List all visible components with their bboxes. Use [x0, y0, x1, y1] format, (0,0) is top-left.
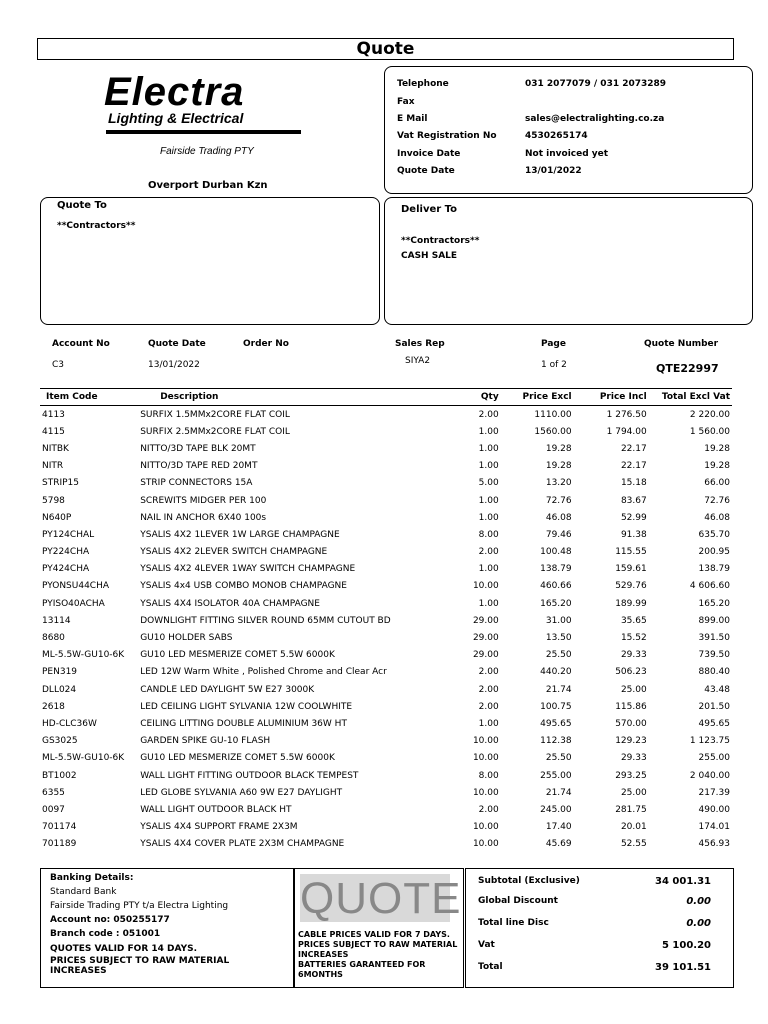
cell-item-code: 0097: [42, 804, 65, 815]
cell-item-code: ML-5.5W-GU10-6K: [42, 650, 125, 661]
cell-price-excl: 1110.00: [534, 409, 572, 420]
totals-box: [465, 868, 734, 988]
quote-to-name: **Contractors**: [57, 221, 136, 231]
cell-price-incl: 293.25: [615, 770, 647, 781]
cell-price-excl: 31.00: [545, 615, 572, 626]
cell-description: GU10 LED MESMERIZE COMET 5.5W 6000K: [140, 753, 335, 764]
cell-price-excl: 138.79: [540, 564, 572, 575]
cell-description: LED CEILING LIGHT SYLVANIA 12W COOLWHITE: [140, 701, 353, 712]
cell-description: NITTO/3D TAPE BLK 20MT: [140, 443, 256, 454]
cell-price-excl: 440.20: [540, 667, 572, 678]
info-quote-date-value: 13/01/2022: [525, 166, 582, 176]
cell-description: CEILING LITTING DOUBLE ALUMINIUM 36W HT: [140, 718, 347, 729]
cell-item-code: 701174: [42, 822, 77, 833]
cell-total-excl: 899.00: [698, 615, 730, 626]
table-row: [40, 819, 732, 836]
cell-item-code: PEN319: [42, 667, 78, 678]
cell-total-excl: 2 040.00: [689, 770, 730, 781]
cell-price-incl: 52.99: [620, 512, 647, 523]
cell-price-incl: 189.99: [615, 598, 647, 609]
account-no-label: Account No: [52, 339, 110, 349]
table-row: [40, 406, 732, 424]
table-row: [40, 440, 732, 457]
quote-number-value: QTE22997: [656, 362, 719, 375]
cell-qty: 10.00: [472, 839, 499, 850]
cell-item-code: STRIP15: [42, 478, 79, 489]
table-row: [40, 578, 732, 595]
table-row: [40, 784, 732, 801]
cell-price-incl: 159.61: [615, 564, 647, 575]
battery-note: BATTERIES GARANTEED FOR 6MONTHS: [298, 960, 426, 979]
table-row: [40, 492, 732, 509]
logo-name: Electra: [104, 70, 245, 114]
telephone-value: 031 2077079 / 031 2073289: [525, 79, 667, 89]
company-logo: [100, 70, 310, 170]
cell-description: YSALIS 4X2 2LEVER SWITCH CHAMPAGNE: [140, 547, 328, 558]
cell-qty: 1.00: [478, 564, 499, 575]
cell-total-excl: 635.70: [698, 529, 730, 540]
total-label: Total: [478, 962, 503, 972]
cell-qty: 5.00: [478, 478, 499, 489]
cell-description: SCREWITS MIDGER PER 100: [140, 495, 267, 506]
table-row: [40, 698, 732, 715]
cell-item-code: 8680: [42, 633, 65, 644]
cell-qty: 1.00: [478, 718, 499, 729]
quote-number-label: Quote Number: [644, 339, 719, 349]
cell-item-code: 701189: [42, 839, 77, 850]
invoice-date-label: Invoice Date: [397, 149, 461, 159]
bank-branch-code: Branch code : 051001: [50, 929, 161, 939]
cable-price-note: CABLE PRICES VALID FOR 7 DAYS.: [298, 930, 450, 939]
cell-item-code: 6355: [42, 787, 65, 798]
page-value: 1 of 2: [541, 360, 567, 370]
cell-item-code: 4115: [42, 426, 65, 437]
table-row: [40, 458, 732, 475]
subtotal-label: Subtotal (Exclusive): [478, 876, 580, 886]
table-row: [40, 647, 732, 664]
cell-item-code: N640P: [42, 512, 72, 523]
cell-description: NAIL IN ANCHOR 6X40 100s: [140, 512, 267, 523]
global-discount-value: 0.00: [686, 896, 711, 907]
cell-description: GARDEN SPIKE GU-10 FLASH: [140, 736, 271, 747]
cell-total-excl: 880.40: [698, 667, 730, 678]
cell-item-code: NITR: [42, 461, 64, 472]
cell-description: STRIP CONNECTORS 15A: [140, 478, 253, 489]
cell-price-excl: 13.20: [545, 478, 572, 489]
table-row: [40, 715, 732, 732]
deliver-to-name: **Contractors**: [401, 236, 480, 246]
cell-price-excl: 245.00: [540, 804, 572, 815]
cell-total-excl: 200.95: [698, 547, 730, 558]
cell-qty: 2.00: [478, 684, 499, 695]
cell-item-code: PY424CHA: [42, 564, 90, 575]
cell-total-excl: 201.50: [698, 701, 730, 712]
cell-price-excl: 72.76: [545, 495, 572, 506]
meta-quote-date-value: 13/01/2022: [148, 360, 200, 370]
cell-price-incl: 15.18: [620, 478, 647, 489]
cell-total-excl: 456.93: [698, 839, 730, 850]
table-row: [40, 629, 732, 646]
cell-qty: 1.00: [478, 426, 499, 437]
cell-price-incl: 281.75: [615, 804, 647, 815]
telephone-label: Telephone: [397, 79, 449, 89]
header-total-excl: Total Excl Vat: [649, 389, 732, 406]
cell-item-code: NITBK: [42, 443, 69, 454]
cell-price-incl: 52.55: [620, 839, 647, 850]
quote-stamp: QUOTE: [300, 874, 462, 923]
cell-price-incl: 15.52: [620, 633, 647, 644]
cell-price-incl: 1 276.50: [606, 409, 647, 420]
subtotal-value: 34 001.31: [655, 876, 711, 887]
cell-price-incl: 20.01: [620, 822, 647, 833]
cell-price-incl: 22.17: [620, 461, 647, 472]
cell-description: DOWNLIGHT FITTING SILVER ROUND 65MM CUTOUT BD: [140, 615, 391, 626]
meta-quote-date-label: Quote Date: [148, 339, 206, 349]
cell-price-incl: 29.33: [620, 650, 647, 661]
quote-validity-note: QUOTES VALID FOR 14 DAYS.: [50, 944, 198, 954]
cell-price-incl: 570.00: [615, 718, 647, 729]
cell-description: YSALIS 4X4 SUPPORT FRAME 2X3M: [140, 822, 298, 833]
cell-description: YSALIS 4X2 4LEVER 1WAY SWITCH CHAMPAGNE: [140, 564, 356, 575]
table-row: [40, 733, 732, 750]
cell-price-excl: 45.69: [545, 839, 572, 850]
cell-price-incl: 91.38: [620, 529, 647, 540]
quote-to-box: [40, 197, 380, 325]
cell-qty: 10.00: [472, 581, 499, 592]
cell-price-excl: 25.50: [545, 650, 572, 661]
cell-total-excl: 46.08: [704, 512, 730, 523]
deliver-to-line2: CASH SALE: [401, 251, 458, 261]
cell-item-code: DLL024: [42, 684, 77, 695]
vat-reg-value: 4530265174: [525, 131, 588, 141]
cell-total-excl: 72.76: [704, 495, 730, 506]
items-table: [40, 388, 732, 853]
cell-total-excl: 165.20: [698, 598, 730, 609]
cell-description: LED 12W Warm White , Polished Chrome and Clear Acr: [140, 667, 387, 678]
cell-price-excl: 495.65: [540, 718, 572, 729]
header-qty: Qty: [441, 389, 500, 406]
cell-price-excl: 100.75: [540, 701, 572, 712]
cell-total-excl: 43.48: [704, 684, 730, 695]
raw-material-note: PRICES SUBJECT TO RAW MATERIAL INCREASES: [298, 940, 458, 959]
cell-qty: 2.00: [478, 547, 499, 558]
cell-price-excl: 255.00: [540, 770, 572, 781]
cell-item-code: ML-5.5W-GU10-6K: [42, 753, 125, 764]
cell-item-code: GS3025: [42, 736, 78, 747]
table-row: [40, 750, 732, 767]
cell-qty: 29.00: [472, 650, 499, 661]
cell-price-incl: 35.65: [620, 615, 647, 626]
vat-label: Vat: [478, 940, 495, 950]
cell-total-excl: 174.01: [698, 822, 730, 833]
cell-qty: 10.00: [472, 753, 499, 764]
table-row: [40, 561, 732, 578]
fax-label: Fax: [397, 97, 415, 107]
deliver-to-box: [384, 197, 753, 325]
table-header-row: [40, 389, 732, 406]
cell-qty: 29.00: [472, 615, 499, 626]
cell-description: YSALIS 4x4 USB COMBO MONOB CHAMPAGNE: [140, 581, 347, 592]
table-row: [40, 475, 732, 492]
cell-price-incl: 29.33: [620, 753, 647, 764]
table-row: [40, 664, 732, 681]
cell-qty: 10.00: [472, 822, 499, 833]
cell-item-code: PYONSU44CHA: [42, 581, 110, 592]
table-row: [40, 423, 732, 440]
cell-qty: 29.00: [472, 633, 499, 644]
cell-description: SURFIX 1.5MMx2CORE FLAT COIL: [140, 409, 290, 420]
cell-item-code: 4113: [42, 409, 65, 420]
cell-description: YSALIS 4X2 1LEVER 1W LARGE CHAMPAGNE: [140, 529, 340, 540]
table-row: [40, 801, 732, 818]
table-row: [40, 767, 732, 784]
cell-price-incl: 25.00: [620, 787, 647, 798]
cell-price-excl: 112.38: [540, 736, 572, 747]
cell-price-excl: 19.28: [545, 443, 572, 454]
cell-item-code: 5798: [42, 495, 65, 506]
cell-qty: 2.00: [478, 409, 499, 420]
logo-trading: Fairside Trading PTY: [160, 146, 254, 157]
cell-description: GU10 LED MESMERIZE COMET 5.5W 6000K: [140, 650, 335, 661]
cell-item-code: 2618: [42, 701, 65, 712]
cell-price-incl: 25.00: [620, 684, 647, 695]
cell-item-code: BT1002: [42, 770, 77, 781]
order-no-label: Order No: [243, 339, 289, 349]
logo-underline: [106, 130, 301, 134]
header-item-code: Item Code: [40, 389, 134, 406]
cell-item-code: PY124CHAL: [42, 529, 95, 540]
cell-total-excl: 739.50: [698, 650, 730, 661]
cell-item-code: PY224CHA: [42, 547, 90, 558]
cell-price-incl: 115.55: [615, 547, 647, 558]
email-label: E Mail: [397, 114, 428, 124]
line-disc-value: 0.00: [686, 918, 711, 929]
cell-total-excl: 217.39: [698, 787, 730, 798]
cell-price-excl: 17.40: [545, 822, 572, 833]
cell-total-excl: 19.28: [704, 461, 730, 472]
contact-info-box: [384, 66, 753, 194]
cell-qty: 1.00: [478, 512, 499, 523]
cell-description: CANDLE LED DAYLIGHT 5W E27 3000K: [140, 684, 315, 695]
cell-total-excl: 4 606.60: [689, 581, 730, 592]
cell-description: LED GLOBE SYLVANIA A60 9W E27 DAYLIGHT: [140, 787, 343, 798]
table-row: [40, 509, 732, 526]
cell-total-excl: 495.65: [698, 718, 730, 729]
cell-description: WALL LIGHT OUTDOOR BLACK HT: [140, 804, 292, 815]
stamp-notes: [298, 930, 458, 980]
cell-description: YSALIS 4X4 COVER PLATE 2X3M CHAMPAGNE: [140, 839, 345, 850]
cell-price-incl: 22.17: [620, 443, 647, 454]
header-description: Description: [134, 389, 441, 406]
cell-qty: 1.00: [478, 443, 499, 454]
table-row: [40, 544, 732, 561]
vat-reg-label: Vat Registration No: [397, 131, 497, 141]
cell-description: GU10 HOLDER SABS: [140, 633, 233, 644]
header-price-excl: Price Excl: [501, 389, 574, 406]
price-subject-note: PRICES SUBJECT TO RAW MATERIAL INCREASES: [50, 956, 230, 976]
cell-price-incl: 129.23: [615, 736, 647, 747]
vat-value: 5 100.20: [661, 940, 711, 951]
cell-qty: 8.00: [478, 529, 499, 540]
cell-qty: 2.00: [478, 804, 499, 815]
bank-account-no: Account no: 050255177: [50, 915, 170, 925]
cell-price-excl: 25.50: [545, 753, 572, 764]
cell-total-excl: 2 220.00: [689, 409, 730, 420]
header-price-incl: Price Incl: [574, 389, 649, 406]
cell-description: WALL LIGHT FITTING OUTDOOR BLACK TEMPEST: [140, 770, 359, 781]
document-title: Quote: [37, 38, 734, 60]
cell-total-excl: 391.50: [698, 633, 730, 644]
cell-price-excl: 21.74: [545, 684, 572, 695]
table-row: [40, 612, 732, 629]
cell-total-excl: 66.00: [704, 478, 730, 489]
cell-price-excl: 165.20: [540, 598, 572, 609]
cell-item-code: PYISO40ACHA: [42, 598, 105, 609]
cell-price-incl: 83.67: [620, 495, 647, 506]
bank-name: Standard Bank: [50, 887, 117, 897]
cell-qty: 8.00: [478, 770, 499, 781]
cell-price-excl: 46.08: [545, 512, 572, 523]
email-value: sales@electralighting.co.za: [525, 114, 665, 124]
table-row: [40, 526, 732, 543]
cell-qty: 10.00: [472, 736, 499, 747]
cell-price-excl: 79.46: [545, 529, 572, 540]
cell-total-excl: 255.00: [698, 753, 730, 764]
logo-subtitle: Lighting & Electrical: [108, 110, 244, 126]
cell-price-incl: 506.23: [615, 667, 647, 678]
cell-total-excl: 19.28: [704, 443, 730, 454]
cell-qty: 2.00: [478, 701, 499, 712]
company-address: Overport Durban Kzn: [148, 180, 268, 191]
cell-qty: 1.00: [478, 598, 499, 609]
cell-price-incl: 529.76: [615, 581, 647, 592]
cell-price-excl: 100.48: [540, 547, 572, 558]
cell-price-excl: 21.74: [545, 787, 572, 798]
cell-total-excl: 138.79: [698, 564, 730, 575]
deliver-to-label: Deliver To: [401, 204, 458, 215]
invoice-date-value: Not invoiced yet: [525, 149, 609, 159]
cell-qty: 1.00: [478, 461, 499, 472]
sales-rep-label: Sales Rep: [395, 339, 445, 349]
cell-description: SURFIX 2.5MMx2CORE FLAT COIL: [140, 426, 290, 437]
table-row: [40, 595, 732, 612]
cell-price-excl: 19.28: [545, 461, 572, 472]
cell-qty: 2.00: [478, 667, 499, 678]
table-row: [40, 836, 732, 853]
cell-price-excl: 13.50: [545, 633, 572, 644]
account-no-value: C3: [52, 360, 65, 370]
banking-title: Banking Details:: [50, 873, 134, 883]
bank-account-name: Fairside Trading PTY t/a Electra Lighting: [50, 901, 229, 911]
line-disc-label: Total line Disc: [478, 918, 549, 928]
total-value: 39 101.51: [655, 962, 711, 973]
sales-rep-value: SIYA2: [405, 356, 431, 366]
cell-item-code: 13114: [42, 615, 71, 626]
cell-qty: 10.00: [472, 787, 499, 798]
cell-price-excl: 460.66: [540, 581, 572, 592]
cell-price-excl: 1560.00: [534, 426, 572, 437]
quote-to-label: Quote To: [57, 200, 107, 211]
global-discount-label: Global Discount: [478, 896, 558, 906]
cell-description: NITTO/3D TAPE RED 20MT: [140, 461, 258, 472]
cell-item-code: HD-CLC36W: [42, 718, 97, 729]
cell-price-incl: 1 794.00: [606, 426, 647, 437]
info-quote-date-label: Quote Date: [397, 166, 455, 176]
cell-total-excl: 1 123.75: [689, 736, 730, 747]
cell-total-excl: 1 560.00: [689, 426, 730, 437]
cell-description: YSALIS 4X4 ISOLATOR 40A CHAMPAGNE: [140, 598, 320, 609]
cell-price-incl: 115.86: [615, 701, 647, 712]
banking-box: [40, 868, 294, 988]
cell-qty: 1.00: [478, 495, 499, 506]
page-label: Page: [541, 339, 566, 349]
table-row: [40, 681, 732, 698]
cell-total-excl: 490.00: [698, 804, 730, 815]
